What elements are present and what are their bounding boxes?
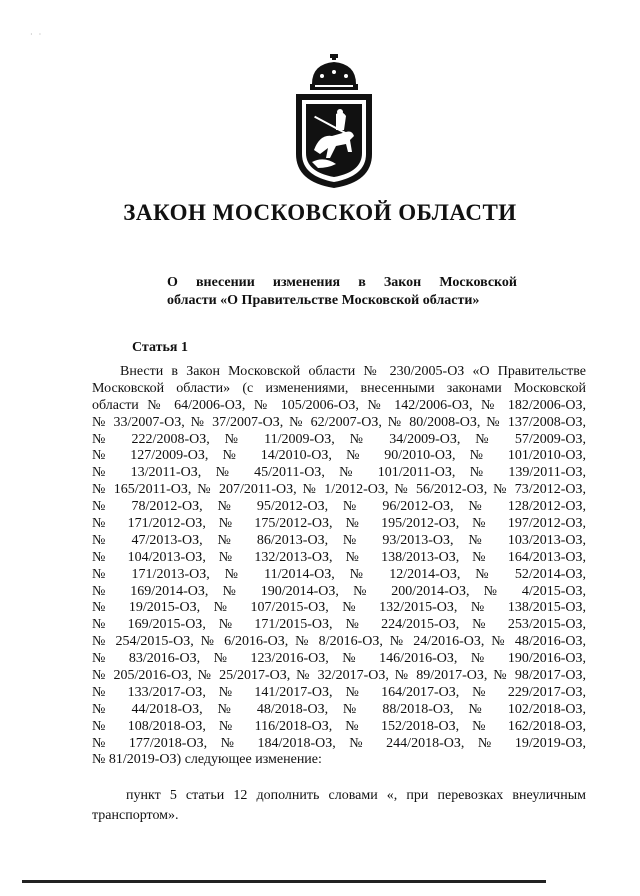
- body-line: Внести в Закон Московской области № 230/2005-ОЗ «О Правительстве: [120, 364, 586, 379]
- body-line: № 13/2011-ОЗ, № 45/2011-ОЗ, № 101/2011-ОЗ, № 139/2011-ОЗ,: [92, 465, 586, 481]
- body-line: № 78/2012-ОЗ, № 95/2012-ОЗ, № 96/2012-ОЗ, № 128/2012-ОЗ,: [92, 499, 586, 515]
- amendment-line: пункт 5 статьи 12 дополнить словами «, при перевозках внеуличным: [126, 788, 586, 803]
- body-line: № 165/2011-ОЗ, № 207/2011-ОЗ, № 1/2012-ОЗ, № 56/2012-ОЗ, № 73/2012-ОЗ,: [92, 482, 586, 498]
- body-line: № 81/2019-ОЗ) следующее изменение:: [92, 752, 322, 768]
- body-line: № 104/2013-ОЗ, № 132/2013-ОЗ, № 138/2013-ОЗ, № 164/2013-ОЗ,: [92, 549, 586, 565]
- coat-of-arms-icon: [290, 54, 378, 190]
- body-line: № 169/2015-ОЗ, № 171/2015-ОЗ, № 224/2015-ОЗ, № 253/2015-ОЗ,: [92, 617, 586, 633]
- body-line: № 33/2007-ОЗ, № 37/2007-ОЗ, № 62/2007-ОЗ, № 80/2008-ОЗ, № 137/2008-ОЗ,: [92, 414, 586, 430]
- body-line: № 83/2016-ОЗ, № 123/2016-ОЗ, № 146/2016-ОЗ, № 190/2016-ОЗ,: [92, 651, 586, 667]
- amendment-line: транспортом».: [92, 808, 179, 823]
- article-body: [92, 364, 586, 769]
- article-heading: Статья 1: [132, 340, 188, 355]
- body-line: № 222/2008-ОЗ, № 11/2009-ОЗ, № 34/2009-ОЗ, № 57/2009-ОЗ,: [92, 431, 586, 447]
- amendment-text: [92, 786, 586, 826]
- subject-line: О внесении изменения в Закон Московской: [167, 275, 517, 290]
- body-line: № 47/2013-ОЗ, № 86/2013-ОЗ, № 93/2013-ОЗ, № 103/2013-ОЗ,: [92, 532, 586, 548]
- body-line: № 44/2018-ОЗ, № 48/2018-ОЗ, № 88/2018-ОЗ, № 102/2018-ОЗ,: [92, 701, 586, 717]
- page-bottom-rule: [22, 880, 546, 883]
- body-line: № 171/2012-ОЗ, № 175/2012-ОЗ, № 195/2012-ОЗ, № 197/2012-ОЗ,: [92, 516, 586, 532]
- body-line: № 108/2018-ОЗ, № 116/2018-ОЗ, № 152/2018-ОЗ, № 162/2018-ОЗ,: [92, 718, 586, 734]
- body-line: № 177/2018-ОЗ, № 184/2018-ОЗ, № 244/2018-ОЗ, № 19/2019-ОЗ,: [92, 735, 586, 751]
- body-line: № 205/2016-ОЗ, № 25/2017-ОЗ, № 32/2017-ОЗ, № 89/2017-ОЗ, № 98/2017-ОЗ,: [92, 668, 586, 684]
- law-title: ЗАКОН МОСКОВСКОЙ ОБЛАСТИ: [123, 200, 517, 225]
- body-line: № 171/2013-ОЗ, № 11/2014-ОЗ, № 12/2014-ОЗ, № 52/2014-ОЗ,: [92, 566, 586, 582]
- scan-noise: · ·: [30, 30, 42, 39]
- body-line: № 127/2009-ОЗ, № 14/2010-ОЗ, № 90/2010-ОЗ, № 101/2010-ОЗ,: [92, 448, 586, 464]
- body-line: № 19/2015-ОЗ, № 107/2015-ОЗ, № 132/2015-ОЗ, № 138/2015-ОЗ,: [92, 600, 586, 616]
- subject-line: области «О Правительстве Московской области»: [167, 293, 480, 308]
- body-line: № 169/2014-ОЗ, № 190/2014-ОЗ, № 200/2014-ОЗ, № 4/2015-ОЗ,: [92, 583, 586, 599]
- law-subject: [167, 274, 517, 310]
- body-line: № 133/2017-ОЗ, № 141/2017-ОЗ, № 164/2017-ОЗ, № 229/2017-ОЗ,: [92, 684, 586, 700]
- body-line: Московской области» (с изменениями, внесенными законами Московской: [92, 380, 586, 396]
- body-line: № 254/2015-ОЗ, № 6/2016-ОЗ, № 8/2016-ОЗ, № 24/2016-ОЗ, № 48/2016-ОЗ,: [92, 634, 586, 650]
- body-line: области № 64/2006-ОЗ, № 105/2006-ОЗ, № 142/2006-ОЗ, № 182/2006-ОЗ,: [92, 397, 586, 413]
